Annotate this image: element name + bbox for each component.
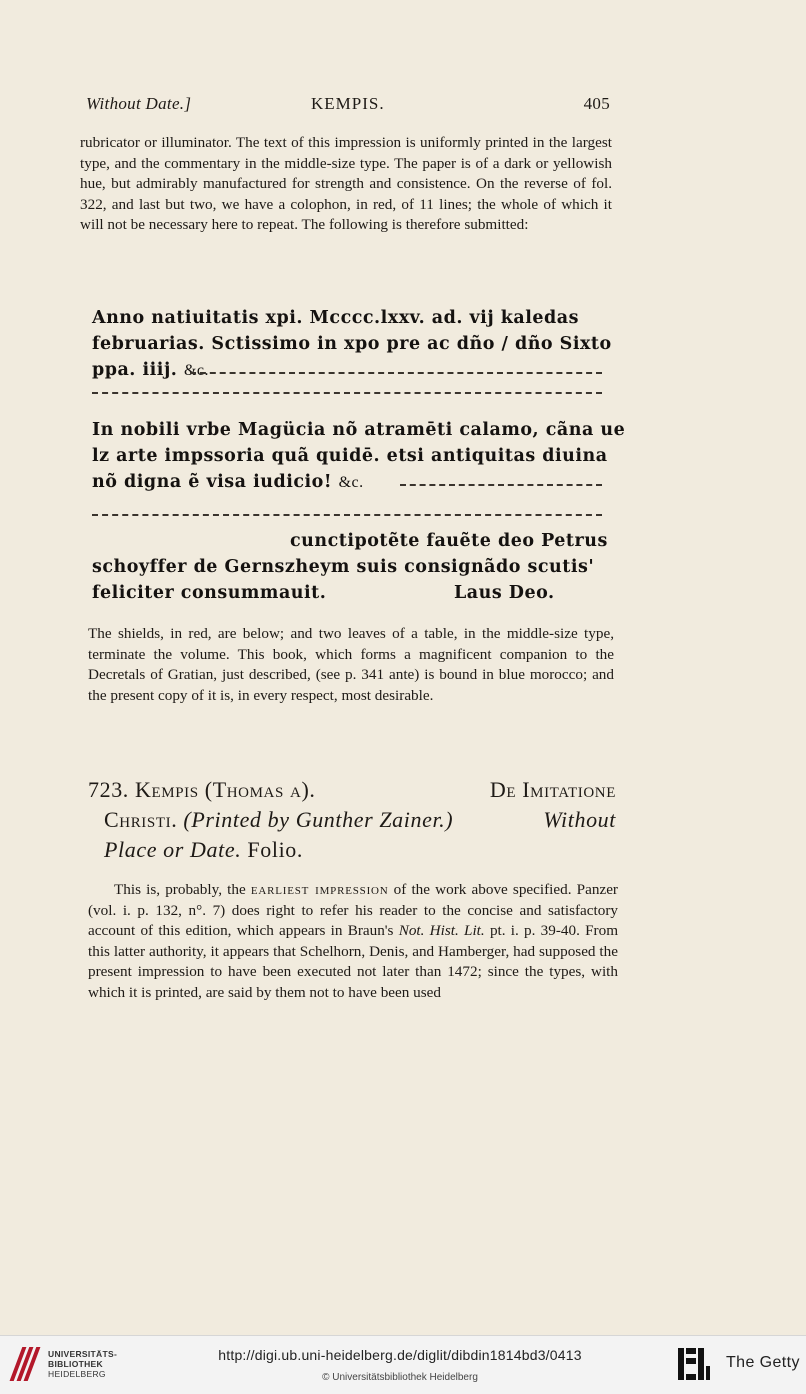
elision-dashes [190,372,602,384]
colophon-etc: &c. [338,474,364,491]
elision-dashes [92,392,602,404]
colophon-text: Laus Deo. [454,583,555,603]
running-head [86,94,610,118]
copyright-notice: © Universitätsbibliothek Heidelberg [322,1372,478,1383]
library-name-line: HEIDELBERG [48,1369,106,1379]
small-caps-run: earliest impression [250,881,389,898]
colophon-line: februarias. Sctissimo in xpo pre ac dño / dño Sixto [92,334,612,354]
entry-format: Folio. [247,837,303,862]
paragraph-rubricator: rubricator or illuminator. The text of this impression is uniformly printed in the largest type, and the commentary in the middle-size type. The paper is of a dark or yellowish hue, but admirably manufactured for strength and consistence. On the reverse of fol. 322, and last but two, we have a colophon, in red, of 11 lines; the whole of which it will not be necessary here to repeat. The following is therefore submitted: [80,134,612,234]
colophon-text: ppa. iiij. [92,360,178,380]
elision-dashes [400,484,602,496]
colophon-line: In nobili vrbe Magücia nõ atramēti calamo, cãna ue [92,420,626,440]
viewer-footer [0,1335,806,1394]
entry-date-cont: Place or Date. [104,837,242,862]
library-name-line: UNIVERSITÄTS- [48,1349,118,1359]
colophon-text: nõ digna ẽ visa iudicio! [92,472,333,492]
library-name-line: BIBLIOTHEK [48,1359,103,1369]
page-number: 405 [583,94,610,113]
colophon-line: cunctipotẽte fauẽte deo Petrus [290,531,608,551]
colophon-line [92,580,602,606]
entry-title: De Imitatione [489,777,616,802]
heidelberg-library-logo-icon [8,1344,42,1384]
permalink-url[interactable]: http://digi.ub.uni-heidelberg.de/diglit/dibdin1814bd3/0413 [218,1347,582,1363]
entry-line-3 [88,835,628,865]
entry-date: Without [543,807,616,832]
colophon-line: Anno natiuitatis xpi. Mcccc.lxxv. ad. vij kaledas [92,308,579,328]
paragraph-earliest-impression [88,880,618,1004]
entry-number: 723. [88,777,129,802]
text-run: of the work above specified. Panzer (vol. i. p. 132, n°. 7) does right to refer his reader to the concise and satisfactory account of this edition, which appears in Braun's [88,881,618,940]
running-head-section: Without Date.] [86,94,192,113]
text-run: This is, probably, the [114,881,246,898]
running-head-title: KEMPIS. [311,94,385,113]
getty-sponsor: The Getty [726,1354,800,1371]
colophon-line: schoyffer de Gernszheym suis consignãdo scutis' [92,557,595,577]
entry-title-cont: Christi. [104,807,178,832]
entry-printer: (Printed by Gunther Zainer.) [183,807,454,832]
colophon-text: feliciter consummauit. [92,583,327,603]
paragraph-shields: The shields, in red, are below; and two leaves of a table, in the middle-size type, terminate the volume. This book, which forms a magnificent companion to the Decretals of Gratian, just described, (see p. 341 ante) is bound in blue morocco; and the present copy of it is, in every respect, most desirable. [88,625,614,704]
library-name [48,1349,117,1379]
entry-author: Kempis (Thomas a). [135,777,316,802]
colophon-etc: &c. [183,362,210,379]
entry-line-2 [88,805,628,835]
catalogue-entry-heading [88,775,628,865]
text-run: pt. i. p. 39-40. From this latter authority, it appears that Schelhorn, Denis, and Hamberger, had supposed the present impression to have been executed not later than 1472; since the types, with which it is printed, are said by them not to have been used [88,922,619,1001]
colophon-line: lz arte impssoria quã quidē. etsi antiquitas diuina [92,446,608,466]
elision-dashes [92,514,602,526]
reference-italic: Not. Hist. Lit. [398,922,485,940]
entry-line-1 [88,775,628,805]
getty-logo-icon [676,1344,712,1384]
